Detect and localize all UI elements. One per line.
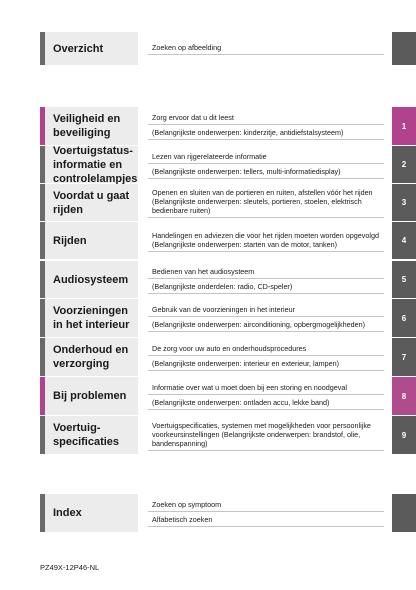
section-title: Bij problemen — [40, 377, 138, 415]
section-line: Bedienen van het audiosysteem — [148, 266, 384, 279]
section-row-3[interactable] — [40, 184, 416, 221]
footer-code: PZ49X-12P46-NL — [40, 563, 100, 572]
overview-row[interactable] — [40, 32, 416, 65]
section-row-8[interactable] — [40, 377, 416, 415]
section-desc — [148, 184, 384, 221]
section-line: Lezen van rijgerelateerde informatie — [148, 151, 384, 164]
section-tab[interactable]: 3 — [392, 184, 416, 221]
overview-line[interactable]: Zoeken op afbeelding — [148, 42, 384, 55]
section-line: Informatie over wat u moet doen bij een storing en noodgeval — [148, 382, 384, 395]
section-desc — [148, 338, 384, 376]
section-desc — [148, 107, 384, 145]
overview-title: Overzicht — [40, 32, 138, 65]
section-row-9[interactable] — [40, 416, 416, 454]
section-line: (Belangrijkste onderdelen: radio, CD-speler) — [148, 279, 384, 294]
section-title: Voorzieningen in het interieur — [40, 299, 138, 337]
section-row-2[interactable] — [40, 146, 416, 183]
section-line: Zorg ervoor dat u dit leest — [148, 112, 384, 125]
index-line[interactable]: Alfabetisch zoeken — [148, 512, 384, 527]
section-line: (Belangrijkste onderwerpen: tellers, multi-informatiedisplay) — [148, 164, 384, 179]
section-title: Onderhoud en verzorging — [40, 338, 138, 376]
section-desc — [148, 222, 384, 259]
section-line: (Belangrijkste onderwerpen: interieur en exterieur, lampen) — [148, 356, 384, 371]
section-desc — [148, 146, 384, 183]
section-row-4[interactable] — [40, 222, 416, 259]
section-line: Openen en sluiten van de portieren en ruiten, afstellen vóór het rijden (Belangrijkste onderwerpen: sleutels, portieren, stoelen, elektrisch bedienbare ruiten) — [148, 187, 384, 218]
section-desc — [148, 377, 384, 415]
section-tab[interactable]: 9 — [392, 416, 416, 454]
section-line: (Belangrijkste onderwerpen: airconditioning, opbergmogelijkheden) — [148, 317, 384, 332]
section-row-1[interactable] — [40, 107, 416, 145]
index-desc — [148, 494, 384, 532]
index-line[interactable]: Zoeken op symptoom — [148, 499, 384, 512]
section-row-5[interactable] — [40, 261, 416, 298]
section-title: Voertuig-specificaties — [40, 416, 138, 454]
section-title: Voertuigstatus-informatie en controlelampjes — [40, 146, 138, 183]
overview-tab[interactable] — [392, 32, 416, 65]
section-title: Audiosysteem — [40, 261, 138, 298]
section-tab[interactable]: 8 — [392, 377, 416, 415]
section-title: Veiligheid en beveiliging — [40, 107, 138, 145]
index-tab[interactable] — [392, 494, 416, 532]
section-tab[interactable]: 6 — [392, 299, 416, 337]
section-title: Voordat u gaat rijden — [40, 184, 138, 221]
section-tab[interactable]: 7 — [392, 338, 416, 376]
section-line: Gebruik van de voorzieningen in het interieur — [148, 304, 384, 317]
section-row-7[interactable] — [40, 338, 416, 376]
section-line: (Belangrijkste onderwerpen: kinderzitje, antidiefstalsysteem) — [148, 125, 384, 140]
section-line: De zorg voor uw auto en onderhoudsprocedures — [148, 343, 384, 356]
section-title: Rijden — [40, 222, 138, 259]
section-desc — [148, 261, 384, 298]
section-tab[interactable]: 2 — [392, 146, 416, 183]
section-desc — [148, 416, 384, 454]
section-row-6[interactable] — [40, 299, 416, 337]
section-tab[interactable]: 5 — [392, 261, 416, 298]
section-tab[interactable]: 4 — [392, 222, 416, 259]
index-row[interactable] — [40, 494, 416, 532]
overview-desc — [148, 32, 384, 65]
section-line: Handelingen en adviezen die voor het rijden moeten worden opgevolgd (Belangrijkste onderwerpen: starten van de motor, tanken) — [148, 230, 384, 252]
section-line: Voertuigspecificaties, systemen met mogelijkheden voor persoonlijke voorkeursinstellingen (Belangrijkste onderwerpen: brandstof, olie, bandenspanning) — [148, 420, 384, 451]
section-line: (Belangrijkste onderwerpen: ontladen accu, lekke band) — [148, 395, 384, 410]
section-desc — [148, 299, 384, 337]
index-title: Index — [40, 494, 138, 532]
section-tab[interactable]: 1 — [392, 107, 416, 145]
